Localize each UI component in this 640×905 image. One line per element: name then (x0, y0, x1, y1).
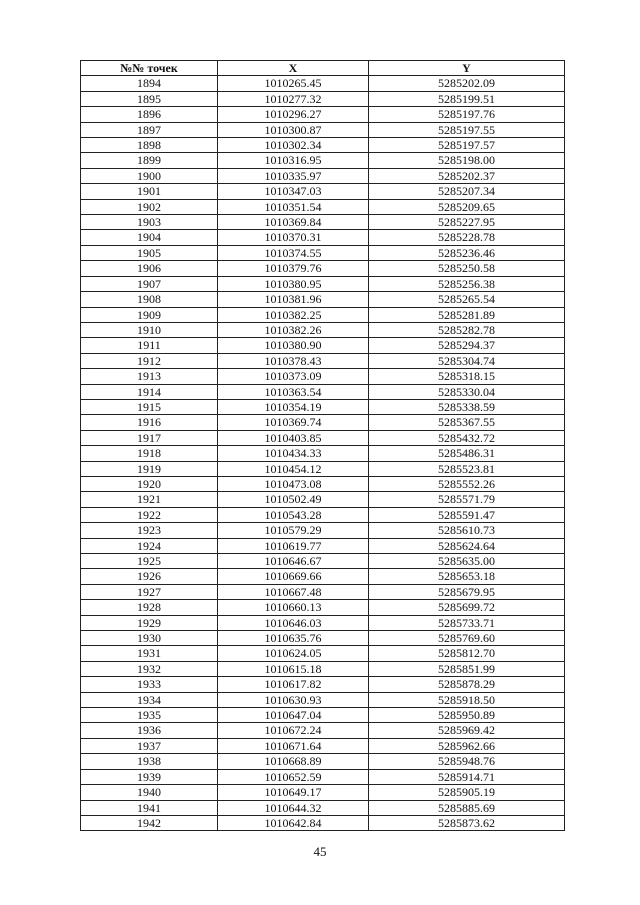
table-row (81, 430, 565, 445)
header-y: Y (369, 61, 565, 76)
y-coordinate-cell: 5285197.55 (369, 122, 565, 137)
point-number-cell: 1903 (81, 215, 218, 230)
y-coordinate-cell: 5285330.04 (369, 384, 565, 399)
point-number-cell: 1940 (81, 785, 218, 800)
point-number-cell: 1932 (81, 661, 218, 676)
point-number-cell: 1924 (81, 538, 218, 553)
table-row (81, 723, 565, 738)
x-coordinate-cell: 1010403.85 (218, 430, 369, 445)
table-row (81, 261, 565, 276)
x-coordinate-cell: 1010370.31 (218, 230, 369, 245)
point-number-cell: 1901 (81, 184, 218, 199)
x-coordinate-cell: 1010502.49 (218, 492, 369, 507)
page-number: 45 (313, 844, 327, 859)
point-number-cell: 1915 (81, 399, 218, 414)
x-coordinate-cell: 1010434.33 (218, 446, 369, 461)
table-row (81, 353, 565, 368)
table-row (81, 276, 565, 291)
point-number-cell: 1938 (81, 754, 218, 769)
table-header (81, 61, 565, 76)
x-coordinate-cell: 1010302.34 (218, 138, 369, 153)
point-number-cell: 1896 (81, 107, 218, 122)
table-row (81, 631, 565, 646)
x-coordinate-cell: 1010473.08 (218, 476, 369, 491)
point-number-cell: 1934 (81, 692, 218, 707)
x-coordinate-cell: 1010668.89 (218, 754, 369, 769)
table-row (81, 600, 565, 615)
x-coordinate-cell: 1010382.25 (218, 307, 369, 322)
y-coordinate-cell: 5285873.62 (369, 815, 565, 830)
x-coordinate-cell: 1010646.67 (218, 554, 369, 569)
y-coordinate-cell: 5285769.60 (369, 631, 565, 646)
table-row (81, 322, 565, 337)
y-coordinate-cell: 5285950.89 (369, 708, 565, 723)
point-number-cell: 1922 (81, 507, 218, 522)
table-row (81, 584, 565, 599)
point-number-cell: 1918 (81, 446, 218, 461)
y-coordinate-cell: 5285282.78 (369, 322, 565, 337)
table-row (81, 384, 565, 399)
table-row (81, 245, 565, 260)
y-coordinate-cell: 5285653.18 (369, 569, 565, 584)
point-number-cell: 1914 (81, 384, 218, 399)
x-coordinate-cell: 1010380.90 (218, 338, 369, 353)
table-row (81, 446, 565, 461)
point-number-cell: 1919 (81, 461, 218, 476)
x-coordinate-cell: 1010380.95 (218, 276, 369, 291)
x-coordinate-cell: 1010672.24 (218, 723, 369, 738)
y-coordinate-cell: 5285207.34 (369, 184, 565, 199)
x-coordinate-cell: 1010316.95 (218, 153, 369, 168)
x-coordinate-cell: 1010667.48 (218, 584, 369, 599)
y-coordinate-cell: 5285294.37 (369, 338, 565, 353)
point-number-cell: 1900 (81, 168, 218, 183)
table-row (81, 476, 565, 491)
point-number-cell: 1929 (81, 615, 218, 630)
y-coordinate-cell: 5285304.74 (369, 353, 565, 368)
y-coordinate-cell: 5285679.95 (369, 584, 565, 599)
y-coordinate-cell: 5285338.59 (369, 399, 565, 414)
point-number-cell: 1902 (81, 199, 218, 214)
point-number-cell: 1937 (81, 738, 218, 753)
table-body (81, 76, 565, 831)
point-number-cell: 1928 (81, 600, 218, 615)
x-coordinate-cell: 1010265.45 (218, 76, 369, 91)
point-number-cell: 1905 (81, 245, 218, 260)
x-coordinate-cell: 1010647.04 (218, 708, 369, 723)
x-coordinate-cell: 1010617.82 (218, 677, 369, 692)
x-coordinate-cell: 1010671.64 (218, 738, 369, 753)
table-row (81, 708, 565, 723)
point-number-cell: 1907 (81, 276, 218, 291)
x-coordinate-cell: 1010363.54 (218, 384, 369, 399)
x-coordinate-cell: 1010296.27 (218, 107, 369, 122)
x-coordinate-cell: 1010543.28 (218, 507, 369, 522)
point-number-cell: 1908 (81, 292, 218, 307)
x-coordinate-cell: 1010277.32 (218, 91, 369, 106)
x-coordinate-cell: 1010624.05 (218, 646, 369, 661)
table-row (81, 76, 565, 91)
coordinates-table (80, 60, 565, 831)
point-number-cell: 1931 (81, 646, 218, 661)
table-row (81, 769, 565, 784)
y-coordinate-cell: 5285552.26 (369, 476, 565, 491)
table-row (81, 153, 565, 168)
x-coordinate-cell: 1010644.32 (218, 800, 369, 815)
point-number-cell: 1923 (81, 523, 218, 538)
x-coordinate-cell: 1010381.96 (218, 292, 369, 307)
table-row (81, 677, 565, 692)
table-row (81, 692, 565, 707)
y-coordinate-cell: 5285914.71 (369, 769, 565, 784)
point-number-cell: 1941 (81, 800, 218, 815)
y-coordinate-cell: 5285250.58 (369, 261, 565, 276)
y-coordinate-cell: 5285199.51 (369, 91, 565, 106)
point-number-cell: 1936 (81, 723, 218, 738)
x-coordinate-cell: 1010630.93 (218, 692, 369, 707)
point-number-cell: 1912 (81, 353, 218, 368)
table-row (81, 91, 565, 106)
x-coordinate-cell: 1010669.66 (218, 569, 369, 584)
y-coordinate-cell: 5285905.19 (369, 785, 565, 800)
x-coordinate-cell: 1010579.29 (218, 523, 369, 538)
point-number-cell: 1925 (81, 554, 218, 569)
point-number-cell: 1913 (81, 369, 218, 384)
y-coordinate-cell: 5285878.29 (369, 677, 565, 692)
point-number-cell: 1927 (81, 584, 218, 599)
y-coordinate-cell: 5285202.09 (369, 76, 565, 91)
y-coordinate-cell: 5285591.47 (369, 507, 565, 522)
x-coordinate-cell: 1010379.76 (218, 261, 369, 276)
y-coordinate-cell: 5285523.81 (369, 461, 565, 476)
x-coordinate-cell: 1010619.77 (218, 538, 369, 553)
point-number-cell: 1916 (81, 415, 218, 430)
x-coordinate-cell: 1010369.74 (218, 415, 369, 430)
x-coordinate-cell: 1010635.76 (218, 631, 369, 646)
y-coordinate-cell: 5285851.99 (369, 661, 565, 676)
y-coordinate-cell: 5285610.73 (369, 523, 565, 538)
table-row (81, 461, 565, 476)
point-number-cell: 1906 (81, 261, 218, 276)
x-coordinate-cell: 1010660.13 (218, 600, 369, 615)
point-number-cell: 1895 (81, 91, 218, 106)
x-coordinate-cell: 1010652.59 (218, 769, 369, 784)
x-coordinate-cell: 1010378.43 (218, 353, 369, 368)
table-row (81, 107, 565, 122)
point-number-cell: 1898 (81, 138, 218, 153)
y-coordinate-cell: 5285265.54 (369, 292, 565, 307)
x-coordinate-cell: 1010374.55 (218, 245, 369, 260)
table-row (81, 507, 565, 522)
table-row (81, 754, 565, 769)
y-coordinate-cell: 5285635.00 (369, 554, 565, 569)
table-row (81, 569, 565, 584)
table-row (81, 184, 565, 199)
table-row (81, 230, 565, 245)
y-coordinate-cell: 5285486.31 (369, 446, 565, 461)
y-coordinate-cell: 5285571.79 (369, 492, 565, 507)
x-coordinate-cell: 1010347.03 (218, 184, 369, 199)
point-number-cell: 1942 (81, 815, 218, 830)
y-coordinate-cell: 5285197.57 (369, 138, 565, 153)
point-number-cell: 1910 (81, 322, 218, 337)
x-coordinate-cell: 1010354.19 (218, 399, 369, 414)
table-row (81, 338, 565, 353)
x-coordinate-cell: 1010615.18 (218, 661, 369, 676)
point-number-cell: 1920 (81, 476, 218, 491)
y-coordinate-cell: 5285432.72 (369, 430, 565, 445)
y-coordinate-cell: 5285227.95 (369, 215, 565, 230)
table-row (81, 785, 565, 800)
point-number-cell: 1899 (81, 153, 218, 168)
x-coordinate-cell: 1010335.97 (218, 168, 369, 183)
y-coordinate-cell: 5285236.46 (369, 245, 565, 260)
table-row (81, 292, 565, 307)
header-row (81, 61, 565, 76)
y-coordinate-cell: 5285256.38 (369, 276, 565, 291)
table-row (81, 122, 565, 137)
table-row (81, 523, 565, 538)
point-number-cell: 1904 (81, 230, 218, 245)
table-row (81, 369, 565, 384)
y-coordinate-cell: 5285209.65 (369, 199, 565, 214)
table-row (81, 815, 565, 830)
table-row (81, 215, 565, 230)
x-coordinate-cell: 1010369.84 (218, 215, 369, 230)
y-coordinate-cell: 5285198.00 (369, 153, 565, 168)
y-coordinate-cell: 5285969.42 (369, 723, 565, 738)
header-point-number: №№ точек (81, 61, 218, 76)
header-x: X (218, 61, 369, 76)
x-coordinate-cell: 1010300.87 (218, 122, 369, 137)
x-coordinate-cell: 1010351.54 (218, 199, 369, 214)
table-row (81, 138, 565, 153)
table-row (81, 554, 565, 569)
y-coordinate-cell: 5285918.50 (369, 692, 565, 707)
table-row (81, 492, 565, 507)
x-coordinate-cell: 1010646.03 (218, 615, 369, 630)
y-coordinate-cell: 5285228.78 (369, 230, 565, 245)
y-coordinate-cell: 5285962.66 (369, 738, 565, 753)
y-coordinate-cell: 5285624.64 (369, 538, 565, 553)
table-row (81, 307, 565, 322)
table-row (81, 538, 565, 553)
y-coordinate-cell: 5285699.72 (369, 600, 565, 615)
point-number-cell: 1897 (81, 122, 218, 137)
table-row (81, 646, 565, 661)
x-coordinate-cell: 1010642.84 (218, 815, 369, 830)
point-number-cell: 1930 (81, 631, 218, 646)
y-coordinate-cell: 5285733.71 (369, 615, 565, 630)
point-number-cell: 1909 (81, 307, 218, 322)
table-row (81, 800, 565, 815)
y-coordinate-cell: 5285197.76 (369, 107, 565, 122)
y-coordinate-cell: 5285202.37 (369, 168, 565, 183)
point-number-cell: 1939 (81, 769, 218, 784)
y-coordinate-cell: 5285812.70 (369, 646, 565, 661)
table-row (81, 415, 565, 430)
point-number-cell: 1917 (81, 430, 218, 445)
y-coordinate-cell: 5285367.55 (369, 415, 565, 430)
y-coordinate-cell: 5285281.89 (369, 307, 565, 322)
table-row (81, 399, 565, 414)
point-number-cell: 1935 (81, 708, 218, 723)
x-coordinate-cell: 1010373.09 (218, 369, 369, 384)
point-number-cell: 1911 (81, 338, 218, 353)
table-row (81, 168, 565, 183)
x-coordinate-cell: 1010454.12 (218, 461, 369, 476)
point-number-cell: 1926 (81, 569, 218, 584)
table-row (81, 199, 565, 214)
x-coordinate-cell: 1010649.17 (218, 785, 369, 800)
y-coordinate-cell: 5285318.15 (369, 369, 565, 384)
point-number-cell: 1921 (81, 492, 218, 507)
table-row (81, 661, 565, 676)
y-coordinate-cell: 5285885.69 (369, 800, 565, 815)
point-number-cell: 1933 (81, 677, 218, 692)
y-coordinate-cell: 5285948.76 (369, 754, 565, 769)
table-row (81, 615, 565, 630)
point-number-cell: 1894 (81, 76, 218, 91)
table-row (81, 738, 565, 753)
x-coordinate-cell: 1010382.26 (218, 322, 369, 337)
